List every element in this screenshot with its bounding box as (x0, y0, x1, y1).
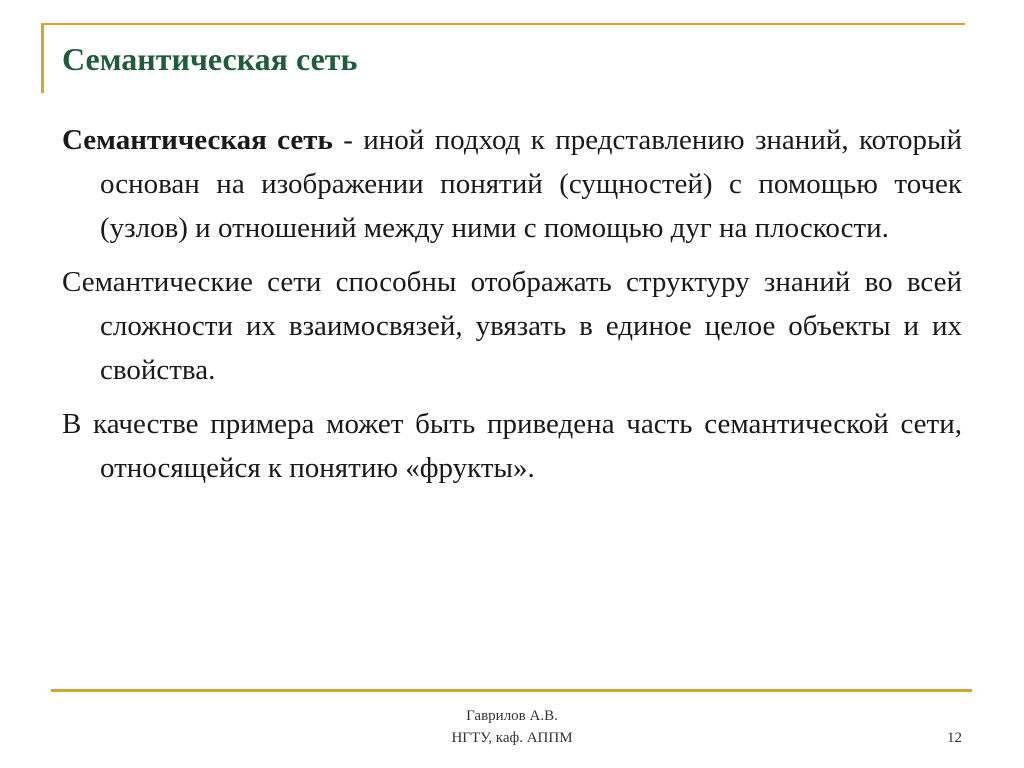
footer-affiliation: НГТУ, каф. АППМ (451, 730, 573, 746)
slide-content (62, 118, 962, 500)
footer-author: Гаврилов А.В. (466, 708, 558, 724)
footer-credits (0, 705, 1024, 749)
title-accent-horizontal (41, 23, 965, 25)
paragraph-definition (62, 118, 962, 250)
definition-text: - иной подход к представлению знаний, который основан на изображении понятий (сущностей) с помощью точек (узлов) и отношений между ними с помощью дуг на плоскости. (100, 124, 962, 244)
title-accent-vertical (41, 23, 44, 93)
slide-title: Семантическая сеть (62, 41, 358, 77)
footer-divider (51, 689, 972, 692)
paragraph-example: В качестве примера может быть приведена часть семантической сети, относящейся к понятию «фрукты». (62, 408, 962, 484)
page-number: 12 (947, 730, 962, 746)
paragraph-capabilities: Семантические сети способны отображать структуру знаний во всей сложности их взаимосвязей, увязать в единое целое объекты и их свойства. (62, 266, 962, 386)
definition-term: Семантическая сеть (62, 124, 333, 156)
